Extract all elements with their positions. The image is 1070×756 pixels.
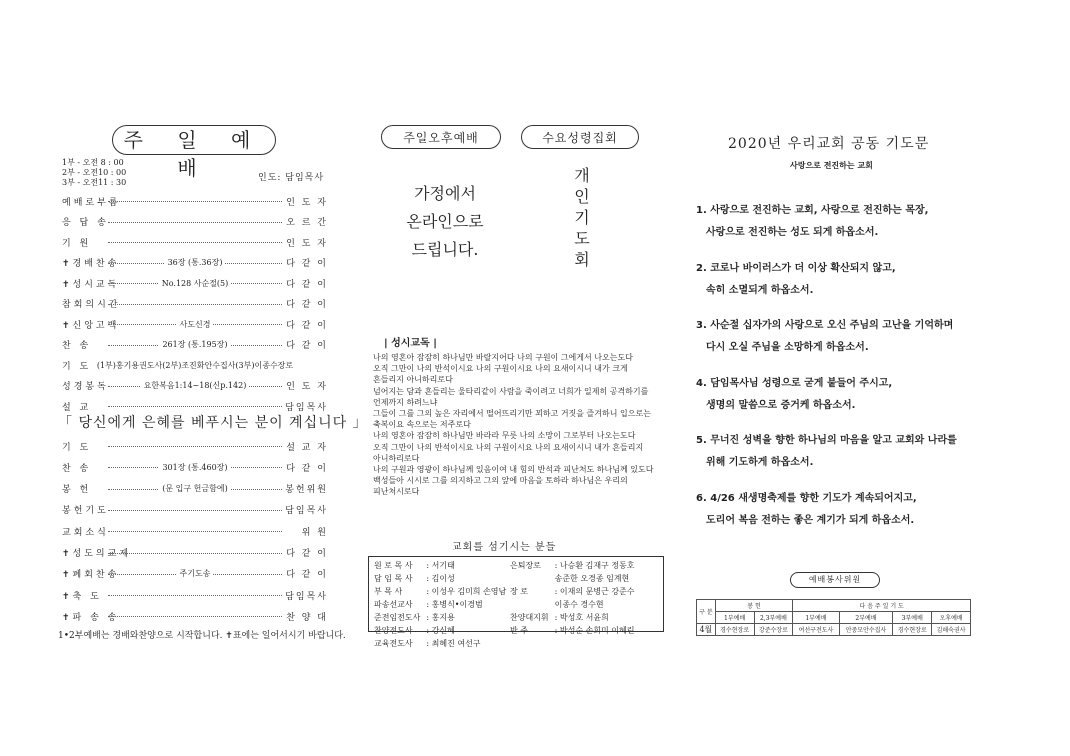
prayer-line: 4. 담임목사님 성령으로 굳게 붙들어 주시고, — [696, 377, 893, 389]
duty-subheader-cell: 1부예배 — [715, 612, 754, 624]
order-label: 참회의시간 — [62, 300, 121, 310]
staff-names: : 홍지용 — [426, 613, 455, 622]
afternoon-notice — [395, 180, 495, 264]
prayer-item — [696, 373, 996, 417]
sunday-service-title: 주 일 예 배 — [112, 125, 276, 155]
order-row — [62, 315, 328, 333]
afternoon-notice-line: 가정에서 — [414, 184, 476, 203]
staff-names: : 박성순 손희미 이혜린 — [554, 626, 635, 635]
staff-role: 장 로 — [510, 587, 528, 596]
wednesday-notice-char: 기 — [574, 208, 590, 227]
order-row — [62, 274, 328, 292]
order-row — [62, 522, 328, 540]
scripture-line: 언제까지 하려느냐 — [373, 397, 438, 407]
responsive-reading — [373, 352, 673, 498]
prayer-line: 다시 오실 주님을 소망하게 하옵소서. — [706, 342, 869, 353]
duty-header-cell: 다 음 주 일 기 도 — [793, 600, 971, 612]
afternoon-notice-line: 온라인으로 — [406, 212, 484, 231]
order-label: 설 교 — [62, 402, 92, 413]
prayer-item — [696, 430, 996, 474]
duty-month: 4월 — [697, 624, 716, 636]
footnote: 1•2부예배는 경배와찬양으로 시작합니다. ✝표에는 일어서시기 바랍니다. — [58, 631, 346, 641]
order-label: 봉 헌 — [62, 485, 92, 496]
prayer-item — [696, 258, 996, 302]
order-person: 인 도 자 — [286, 382, 328, 392]
duty-name-cell: 경수현장로 — [893, 624, 932, 636]
order-label: 찬 송 — [62, 341, 92, 351]
prayer-item — [696, 315, 996, 359]
order-person: 찬 양 대 — [286, 612, 328, 623]
order-label: ✝성시교독 — [62, 279, 120, 290]
order-detail: (1부)홍기용권도사(2부)조진화안수집사(3부)이종수장로 — [94, 360, 296, 371]
duty-name-cell: 강준수장로 — [754, 624, 793, 636]
prayer-line: 속히 소멸되게 하옵소서. — [706, 284, 814, 296]
order-detail: 301장 (통.460장) — [159, 462, 230, 473]
wednesday-notice-char: 도 — [574, 229, 590, 248]
order-person: 다 같 이 — [286, 279, 328, 290]
order-label: 교회소식 — [62, 527, 109, 538]
duty-subheader-cell: 1부예배 — [793, 612, 839, 624]
staff-names: : 홍병식•이경범 — [426, 600, 483, 609]
prayer-line: 3. 사순절 십자가의 사랑으로 오신 주님의 고난을 기억하며 — [696, 320, 954, 331]
order-person: 담임목사 — [285, 402, 328, 413]
service-time: 3부 - 오전11 : 30 — [62, 178, 127, 187]
staff-role: 담 임 목 사 — [374, 574, 413, 583]
staff-row — [507, 572, 638, 585]
sermon-title: 「 당신에게 은혜를 베푸시는 분이 계십니다 」 — [58, 415, 368, 431]
staff-role: 부 목 사 — [374, 587, 403, 596]
order-person: 다 같 이 — [286, 570, 328, 581]
scripture-line: 오직 그만이 나의 반석이시요 나의 구원이시요 나의 요새이시니 내가 크게 — [373, 364, 628, 374]
order-row — [62, 607, 328, 625]
wednesday-notice — [570, 165, 594, 270]
scripture-line: 오직 그만이 나의 반석이시요 나의 구원이시요 나의 요새이시니 내가 흔들리지 — [373, 442, 644, 452]
order-detail-wrap — [108, 319, 282, 330]
order-label: 찬 송 — [62, 463, 92, 474]
order-label: ✝신앙고백 — [62, 320, 120, 331]
order-label: ✝파 송 송 — [62, 612, 120, 623]
duty-header-cell: 봉 헌 — [715, 600, 793, 612]
service-time: 2부 - 오전10 : 00 — [62, 168, 127, 177]
staff-role — [507, 572, 552, 585]
duty-subheader-cell: 2,3부예배 — [754, 612, 793, 624]
order-person: 다 같 이 — [286, 463, 328, 474]
staff-table-left — [371, 559, 509, 650]
staff-row — [371, 611, 509, 624]
prayer-line: 도리어 복음 전하는 좋은 계기가 되게 하옵소서. — [706, 514, 915, 526]
order-row — [62, 501, 328, 519]
staff-row — [507, 559, 638, 572]
duty-table — [696, 599, 971, 636]
order-detail: 주기도송 — [177, 568, 214, 579]
staff-role: 교육전도사 — [374, 639, 413, 648]
leader-line: 인도: 담임목사 — [258, 173, 325, 183]
order-detail-wrap — [108, 278, 282, 289]
staff-role: 찬양대지휘 — [510, 613, 549, 622]
order-label: 기 도 — [62, 442, 92, 453]
afternoon-notice-line: 드립니다. — [411, 240, 479, 259]
prayer-line: 위해 기도하게 하옵소서. — [706, 457, 814, 468]
order-label: ✝경배찬송 — [62, 259, 120, 269]
order-label: 기 원 — [62, 238, 92, 249]
order-detail: 사도신경 — [177, 319, 214, 330]
duty-name-cell: 경수현장로 — [715, 624, 754, 636]
order-detail: 36장 (통.36장) — [165, 257, 226, 268]
order-label: ✝축 도 — [62, 591, 102, 602]
order-detail-wrap — [108, 568, 282, 579]
order-person: 다 같 이 — [286, 300, 328, 310]
staff-role — [507, 598, 552, 611]
scripture-line: 백성들아 시시로 그를 의지하고 그의 앞에 마음을 토하라 하나님은 우리의 — [373, 476, 628, 486]
staff-names: : 박성호 서윤희 — [554, 613, 609, 622]
wednesday-notice-char: 인 — [574, 187, 590, 206]
duty-name-cell: 안중모안수집사 — [839, 624, 893, 636]
order-label: 기 도 — [62, 361, 92, 372]
order-detail: 261장 (통.195장) — [159, 339, 230, 350]
order-label: 응 답 송 — [62, 218, 109, 228]
staff-row — [507, 585, 638, 598]
staff-role: 찬양전도사 — [374, 626, 413, 635]
wednesday-notice-char: 회 — [574, 250, 590, 269]
service-time: 1부 - 오전 8 : 00 — [62, 158, 124, 167]
prayer-line: 1. 사랑으로 전진하는 교회, 사랑으로 전진하는 목장, — [696, 205, 929, 216]
scripture-line: 넘어지는 담과 흔들리는 울타리같이 사람을 죽이려고 너희가 일제히 공격하기를 — [373, 386, 649, 396]
staff-role: 은퇴장로 — [510, 561, 541, 570]
order-detail-wrap — [108, 257, 282, 268]
order-person: 인 도 자 — [286, 197, 328, 208]
order-person: 위 원 — [301, 527, 328, 538]
order-person: 다 같 이 — [286, 341, 328, 351]
prayer-line: 생명의 말씀으로 증거케 하옵소서. — [706, 399, 856, 411]
order-person: 담임목사 — [285, 506, 328, 517]
prayer-item — [696, 200, 996, 244]
order-detail: No.128 사순절(5) — [159, 278, 232, 289]
order-label: ✝성도의교제 — [62, 549, 132, 559]
scripture-line: 축복이요 속으로는 저주로다 — [373, 420, 471, 430]
scripture-line: 흔들리지 아니하리로다 — [373, 375, 453, 385]
order-person: 오 르 간 — [286, 218, 328, 228]
staff-row — [371, 572, 509, 585]
afternoon-service-title: 주일오후예배 — [381, 125, 501, 149]
prayer-line: 6. 4/26 새생명축제를 향한 기도가 계속되어지고, — [696, 492, 917, 504]
staff-row — [371, 559, 509, 572]
staff-names: 송준한 오경종 임계현 — [554, 574, 630, 583]
prayer-line: 2. 코로나 바이러스가 더 이상 확산되지 않고, — [696, 262, 896, 274]
staff-names: : 최혜진 여선구 — [426, 639, 481, 648]
duty-title: 예배봉사위원 — [790, 572, 880, 588]
staff-role: 원 로 목 사 — [374, 561, 413, 570]
prayer-subtitle: 사랑으로 전진하는 교회 — [790, 161, 873, 170]
prayer-title: 2020년 우리교회 공동 기도문 — [728, 136, 930, 152]
order-person: 인 도 자 — [286, 238, 328, 249]
order-detail-wrap — [108, 462, 282, 473]
order-person: 다 같 이 — [286, 259, 328, 269]
staff-role: 파송선교사 — [374, 600, 413, 609]
staff-row — [371, 637, 509, 650]
order-row — [62, 192, 328, 210]
wednesday-notice-char: 개 — [574, 166, 590, 185]
prayer-line: 5. 무너진 성벽을 향한 하나님의 마음을 알고 교회와 나라를 — [696, 435, 957, 446]
duty-subheader-cell: 오후예배 — [932, 612, 971, 624]
order-row — [62, 254, 328, 272]
order-row — [62, 377, 328, 395]
staff-names: : 서기태 — [426, 561, 455, 570]
staff-names: 이종수 경수현 — [554, 600, 604, 609]
order-label: 봉헌기도 — [62, 506, 109, 517]
staff-names: : 이성우 김미희 손영남 — [426, 587, 507, 596]
order-row — [62, 336, 328, 354]
scripture-line: 아니하리로다 — [373, 453, 420, 463]
staff-names: : 나승환 김재구 정동호 — [554, 561, 635, 570]
staff-names: : 이재의 문병근 강준수 — [554, 587, 635, 596]
order-detail-wrap — [108, 339, 282, 350]
staff-names: : 김이성 — [426, 574, 455, 583]
staff-row — [371, 598, 509, 611]
order-detail: 요한복음1:14~18(신p.142) — [141, 380, 250, 391]
wednesday-service-title: 수요성령집회 — [521, 125, 639, 149]
scripture-line: 피난처시로다 — [373, 487, 420, 497]
order-label: 성경봉독 — [62, 382, 109, 392]
prayer-line: 사랑으로 전진하는 성도 되게 하옵소서. — [706, 227, 879, 238]
scripture-line: 그들이 그를 그의 높은 자리에서 떨어뜨리기만 꾀하고 거짓을 즐겨하니 입으로는 — [373, 409, 651, 419]
order-person: 설 교 자 — [286, 442, 328, 453]
scripture-line: 나의 영혼아 잠잠히 하나님만 바라라 무릇 나의 소망이 그로부터 나오는도다 — [373, 431, 636, 441]
order-row — [62, 480, 328, 498]
order-detail: (문 입구 헌금함에) — [159, 483, 230, 494]
scripture-line: 나의 영혼아 잠잠히 하나님만 바랄지어다 나의 구원이 그에게서 나오는도다 — [373, 353, 633, 362]
staff-names: : 강신혜 — [426, 626, 455, 635]
order-row — [62, 356, 328, 374]
staff-box — [368, 556, 664, 648]
order-row — [62, 437, 328, 455]
staff-row — [371, 624, 509, 637]
order-person: 다 같 이 — [286, 320, 328, 331]
prayer-item — [696, 488, 996, 532]
duty-name-cell: 김해숙권사 — [932, 624, 971, 636]
staff-row — [507, 598, 638, 611]
staff-table-right — [507, 559, 638, 637]
staff-row — [371, 585, 509, 598]
order-label: ✝폐회찬송 — [62, 570, 120, 581]
order-row — [62, 544, 328, 562]
order-detail-wrap — [108, 380, 282, 391]
scripture-heading: | 성시교독 | — [384, 338, 437, 349]
order-row — [62, 213, 328, 231]
order-row — [62, 586, 328, 604]
order-row — [62, 565, 328, 583]
duty-name-cell: 여선구전도사 — [793, 624, 839, 636]
staff-row — [507, 624, 638, 637]
order-person: 다 같 이 — [286, 549, 328, 559]
staff-heading: 교회를 섬기시는 분들 — [452, 542, 557, 553]
order-row — [62, 458, 328, 476]
order-person: 봉헌위원 — [285, 485, 328, 496]
duty-header-cell: 구 분 — [697, 600, 716, 624]
order-person: 담임목사 — [285, 591, 328, 602]
order-row — [62, 233, 328, 251]
order-detail-wrap — [108, 483, 282, 494]
order-label: 예배로부름 — [62, 197, 121, 208]
duty-subheader-cell: 2부예배 — [839, 612, 893, 624]
service-times — [62, 158, 126, 188]
scripture-line: 나의 구원과 영광이 하나님께 있음이여 내 힘의 반석과 피난처도 하나님께 있도다 — [373, 465, 654, 475]
order-row — [62, 295, 328, 313]
duty-subheader-cell: 3부예배 — [893, 612, 932, 624]
order-detail-wrap — [94, 360, 296, 371]
staff-role: 준전임전도사 — [374, 613, 421, 622]
staff-row — [507, 611, 638, 624]
staff-role: 반 주 — [510, 626, 528, 635]
